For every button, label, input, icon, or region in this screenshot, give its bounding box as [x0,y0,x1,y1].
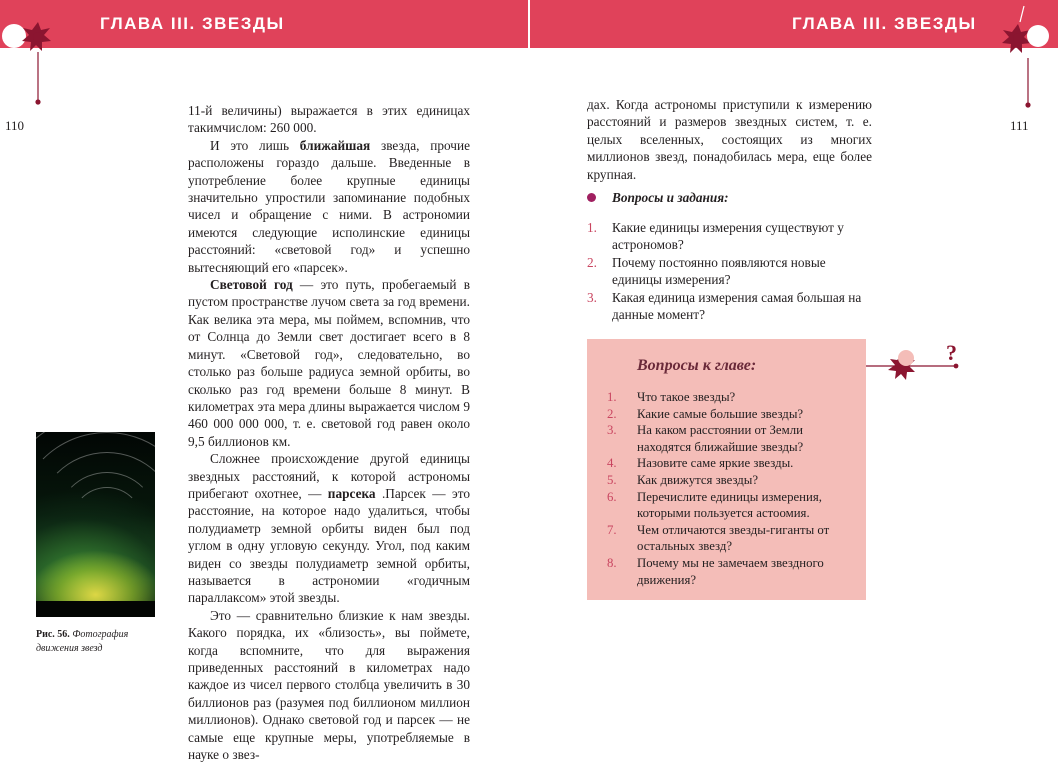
list-item: 6. Перечислите единицы измерения, которыми пользуется астоомия. [607,489,822,521]
chapter-title-right: ГЛАВА III. ЗВЕЗДЫ [792,14,977,33]
svg-text:?: ? [946,340,957,365]
chapter-questions-heading: Вопросы к главе: [637,357,757,374]
list-item: 8. Почему мы не замечаем звездного движения? [607,555,824,587]
figure-caption [36,628,161,656]
list-item: 2. Какие самые большие звезды? [607,406,804,421]
bold-term: парсека [327,485,376,501]
question-ornament-icon [866,340,976,390]
bold-term: Световой год [210,277,293,293]
star-trails-photo [36,432,155,617]
page-number-right: 111 [1010,118,1029,133]
paragraph: Световой год — это путь, пробегаемый в пустом пространстве лучом света за год времени. Как велика эта мера, мы поймем, вспомнив, что от Солнца до Земли свет достигает всего в 8 минут. «Световой год», следовательно, во столько раз больше радиуса земной орбиты, во сколько раз год времени больше 8 минут. В километрах эта мера длины выражается числом 9 460 000 000 000, т. е. световой год равен около 9,5 биллионов км. [188,277,470,449]
bullet-icon [587,193,596,202]
paragraph: дах. Когда астрономы приступили к измерению расстояний и размеров звездных систем, т. е. целых вселенных, состоящих из многих миллионов звезд, понадобилась мера, еще более крупная. [587,97,872,182]
list-item: 2. Почему постоянно появляются новые единицы измерения? [587,254,826,288]
list-item: 5. Как движутся звезды? [607,472,759,487]
paragraph: Сложнее происхождение другой единицы звездных расстояний, к которой астрономы прибегают охотнее, — парсека .Парсек — это расстояние, на которое надо удалиться, чтобы полудиаметр земной орбиты виден был под углом в одну угловую секунду. Угол, под каким виден со звезды полудиаметр земной орбиты, называется в астрономии «годичным параллаксом» этой звезды. [188,451,470,606]
paragraph: И это лишь ближайшая звезда, прочие расположены гораздо дальше. Введенные в употребление более крупные единицы значительно упростили запоминание подобных чисел и обращение с ними. В астрономии имеются следующие исполинские единицы расстояний: «световой год» и успешно вытесняющий его «парсек». [188,137,470,275]
list-item: 7. Чем отличаются звезды-гиганты от остальных звезд? [607,522,830,554]
bold-term: ближайшая [299,137,371,153]
figure-label: Рис. 56. [36,629,70,640]
questions-list [587,219,877,323]
left-text-column [188,102,470,763]
right-text-column [587,96,872,183]
chapter-title-left: ГЛАВА III. ЗВЕЗДЫ [100,14,285,33]
page-number-left: 110 [5,118,25,133]
list-item: 3. Какая единица измерения самая большая на данные момент? [587,289,862,323]
figure-caption-text: Фотография движения звезд [36,629,129,654]
list-item: 3. На каком расстоянии от Земли находятся ближайшие звезды? [607,423,804,454]
paragraph: 11-й величины) выражается в этих единицах такимчислом: 260 000. [188,103,470,136]
list-item: 1. Какие единицы измерения существуют у астрономов? [587,220,844,253]
paragraph: Это — сравнительно близкие к нам звезды. Какого порядка, их «близость», вы поймете, когда вспомните, что для выражения приведенных расстояний в километрах надо каждое из чисел первого столбца увеличить в 30 биллионов раз (разумея под биллионом миллион миллионов). Однако световой год и парсек — не самые еще крупные меры, употребляемые в науке о звез- [188,607,470,763]
questions-heading: Вопросы и задания: [612,190,729,205]
star-ornament-left-icon [0,0,70,110]
list-item: 4. Назовите саме яркие звезды. [607,456,794,471]
list-item: 1. Что такое звезды? [607,390,736,404]
chapter-questions-list [607,389,857,588]
chapter-questions-box [587,339,866,600]
star-ornament-right-icon [990,0,1058,115]
